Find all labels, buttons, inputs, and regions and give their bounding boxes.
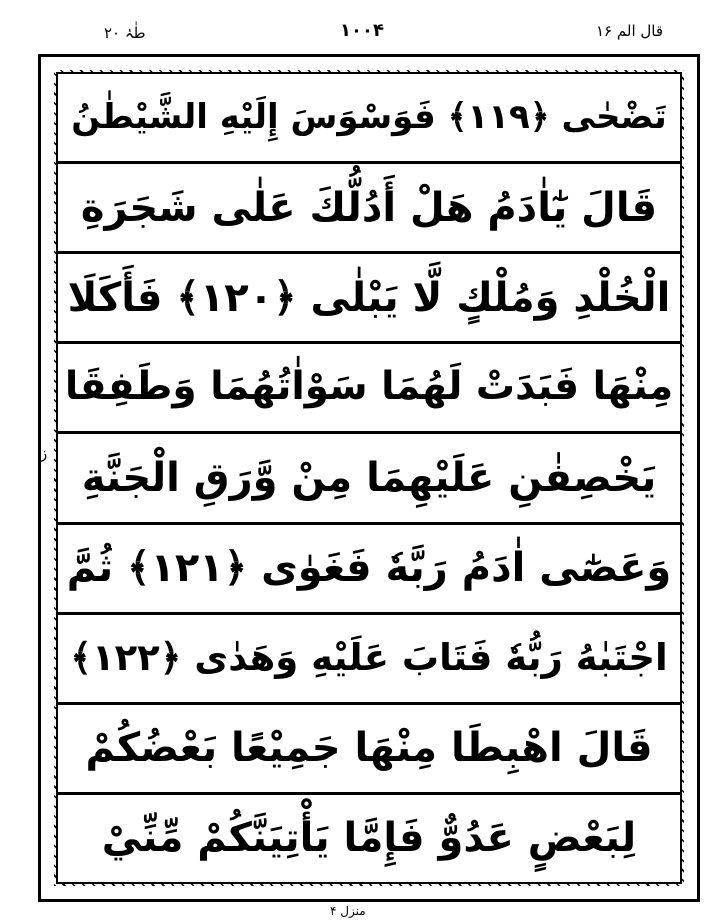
verse-text: اجْتَبٰهُ رَبُّهٗ فَتَابَ عَلَيْهِ وَهَدٰى ﴿١٢٢﴾: [70, 636, 668, 680]
verse-line: [58, 615, 680, 705]
verse-line: [58, 434, 680, 524]
verse-line: [58, 344, 680, 434]
verse-text: يَخْصِفٰنِ عَلَيْهِمَا مِنْ وَّرَقِ الْجَنَّةِ: [81, 454, 657, 501]
verse-text: قَالَ اهْبِطَا مِنْهَا جَمِيْعًا بَعْضُكُمْ: [85, 725, 653, 772]
verse-text: لِبَعْضٍ عَدُوٌّ فَإِمَّا يَأْتِيَنَّكُمْ مِّنِّيْ: [101, 815, 637, 862]
marginal-mark: ز: [38, 445, 49, 463]
verse-line: [58, 164, 680, 254]
verse-text: مِنْهَا فَبَدَتْ لَهُمَا سَوْاٰتُهُمَا وَطَفِقَا: [64, 364, 674, 410]
verse-line: [58, 254, 680, 344]
page-header: [0, 0, 728, 52]
verse-line: [58, 74, 680, 164]
para-name: قال الم ۱۶: [596, 22, 664, 40]
verse-text: وَعَصٰٓى اٰدَمُ رَبَّهٗ فَغَوٰى ﴿١٢١﴾ ثُمَّ: [66, 545, 672, 592]
verse-text: قَالَ يٰٓاٰدَمُ هَلْ أَدُلُّكَ عَلٰى شَجَرَةِ: [80, 184, 658, 231]
surah-name: طٰہٰ ۲۰: [104, 24, 146, 42]
verse-lines: [58, 74, 680, 882]
verse-text: تَضْحٰى ﴿١١٩﴾ فَوَسْوَسَ إِلَيْهِ الشَّيْطٰنُ: [71, 97, 667, 138]
manzil-footer: منزل ۴: [330, 904, 366, 918]
verse-line: [58, 705, 680, 795]
verse-line: [58, 525, 680, 615]
verse-line: [58, 795, 680, 882]
page-number: ۱۰۰۴: [340, 20, 384, 41]
verse-text: الْخُلْدِ وَمُلْكٍ لَّا يَبْلٰى ﴿١٢٠﴾ فَأَكَلَا: [67, 274, 671, 321]
